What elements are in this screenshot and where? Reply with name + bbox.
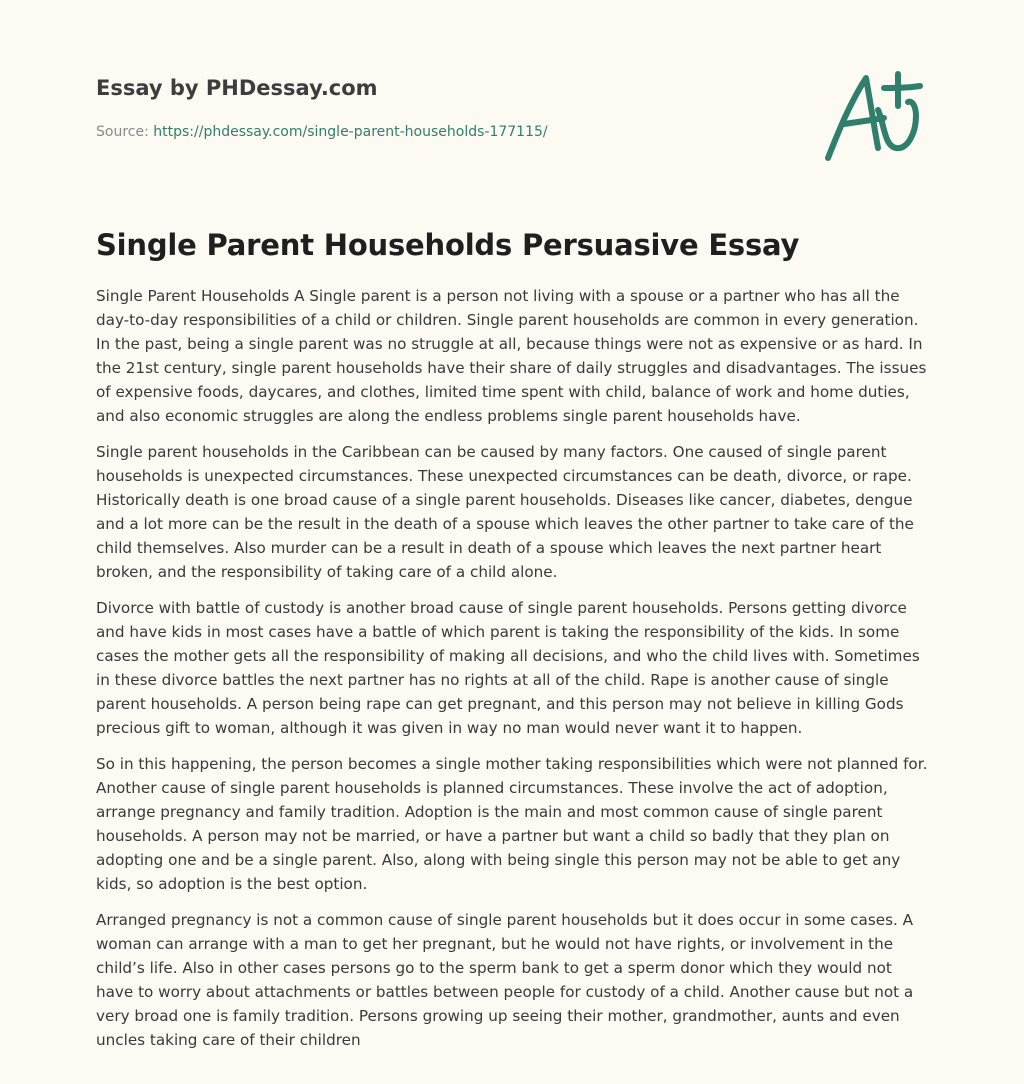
essay-paragraph: Single Parent Households A Single parent is a person not living with a spouse or a partner who has all the day-to-day responsibilities of a child or children. Single parent households are common in every generation. In the past, being a single parent was no struggle at all, because things were not as expensive or as hard. In the 21st century, single parent households have their share of daily struggles and disadvantages. The issues of expensive foods, daycares, and clothes, limited time spent with child, balance of work and home duties, and also economic struggles are along the endless problems single parent households have. (96, 287, 927, 425)
essay-body (96, 284, 928, 1052)
essay-paragraph: Arranged pregnancy is not a common cause of single parent households but it does occur in some cases. A woman can arrange with a man to get her pregnant, but he would not have rights, or involvement in the child’s life. Also in other cases persons go to the sperm bank to get a sperm donor which they would not have to worry about attachments or battles between people for custody of a child. Another cause but not a very broad one is family tradition. Persons growing up seeing their mother, grandmother, aunts and even uncles taking care of their children (96, 911, 914, 1049)
page-header (96, 0, 928, 190)
source-line (96, 124, 548, 140)
essay-paragraph: Single parent households in the Caribbean can be caused by many factors. One caused of single parent households is unexpected circumstances. These unexpected circumstances can be death, divorce, or rape. Historically death is one broad cause of a single parent households. Diseases like cancer, diabetes, dengue and a lot more can be the result in the death of a spouse which leaves the other partner to take care of the child themselves. Also murder can be a result in death of a spouse which leaves the next partner heart broken, and the responsibility of taking care of a child alone. (96, 443, 914, 581)
site-brand: Essay by PHDessay.com (96, 76, 378, 100)
a-plus-logo-icon (822, 66, 926, 166)
source-label: Source: (96, 124, 154, 140)
source-link[interactable]: https://phdessay.com/single-parent-households-177115/ (153, 124, 548, 140)
essay-paragraph: Divorce with battle of custody is another broad cause of single parent households. Persons getting divorce and have kids in most cases have a battle of which parent is taking the responsibility of the kids. In some cases the mother gets all the responsibility of making all decisions, and who the child lives with. Sometimes in these divorce battles the next partner has no rights at all of the child. Rape is another cause of single parent households. A person being rape can get pregnant, and this person may not believe in killing Gods precious gift to woman, although it was given in way no man would never want it to happen. (96, 599, 920, 737)
essay-paragraph: So in this happening, the person becomes a single mother taking responsibilities which were not planned for. Another cause of single parent households is planned circumstances. These involve the act of adoption, arrange pregnancy and family tradition. Adoption is the main and most common cause of single parent households. A person may not be married, or have a partner but want a child so badly that they plan on adopting one and be a single parent. Also, along with being single this person may not be able to get any kids, so adoption is the best option. (96, 755, 928, 893)
essay-title: Single Parent Households Persuasive Essay (96, 228, 800, 262)
